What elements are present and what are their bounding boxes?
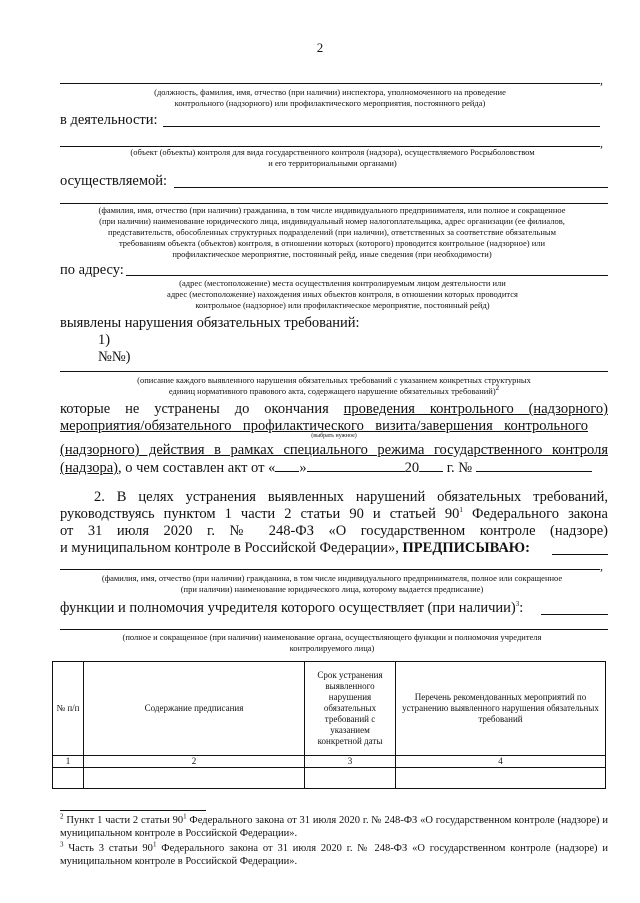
object-caption-2: и его территориальными органами) <box>268 158 397 168</box>
order-line-tail <box>552 554 608 555</box>
violations-caption-1: (описание каждого выявленного нарушения обязательных требований с указанием конкретных структурных <box>137 375 531 385</box>
address-label: по адресу: <box>60 262 124 278</box>
para2-line-1: 2. В целях устранения выявленных нарушений обязательных требований, <box>94 489 608 505</box>
col-header-content: Содержание предписания <box>84 662 305 756</box>
table-col-num-1: 1 <box>53 756 84 768</box>
table-number-row <box>53 756 606 768</box>
col-header-measures: Перечень рекомендованных мероприятий по устранению выявленного нарушения обязательных требований <box>396 662 606 756</box>
comma: , <box>600 136 603 150</box>
subject-caption-1: (фамилия, имя, отчество (при наличии) гражданина, в том числе индивидуального предпринимателя, или полное и сокращенное <box>98 205 566 215</box>
performed-label: осуществляемой: <box>60 173 168 189</box>
table-row <box>53 768 606 789</box>
table-cell-empty <box>53 768 84 789</box>
para2-line-3: от 31 июля 2020 г. № 248-ФЗ «О государственном контроле (надзоре) <box>60 523 608 539</box>
founder-caption-1: (полное и сокращенное (при наличии) наименование органа, осуществляющего функции и полномочия учредителя <box>122 632 542 642</box>
performed-line-2 <box>60 203 608 204</box>
inspector-caption-2: контрольного (надзорного) или профилактического мероприятия, постоянного рейда) <box>174 98 486 108</box>
address-caption-1: (адрес (местоположение) места осуществления контролируемым лицом деятельности или <box>179 278 506 288</box>
violations-line <box>60 371 608 372</box>
violations-heading: выявлены нарушения обязательных требований: <box>60 315 360 331</box>
table-col-num-3: 3 <box>305 756 396 768</box>
para2-line-2: руководствуясь пунктом 1 части 2 статьи 90 и статьей $90^1$ Федерального закона <box>60 506 608 522</box>
col-header-number: № п/п <box>53 662 84 756</box>
inspector-line <box>60 83 600 84</box>
addressee-caption-1: (фамилия, имя, отчество (при наличии) гражданина, в том числе индивидуального предпринимателя, полное или сокращенное <box>101 573 563 583</box>
founder-label: функции и полномочия учредителя которого осуществляет (при наличии)$^3$: <box>60 600 524 616</box>
inspector-caption-1: (должность, фамилия, имя, отчество (при наличии) инспектора, уполномоченного на проведение <box>154 87 506 97</box>
page-number: 2 <box>316 40 324 55</box>
activity-line <box>163 126 600 127</box>
founder-line <box>60 629 608 630</box>
table-col-num-2: 2 <box>84 756 305 768</box>
address-caption-2: адрес (местоположение) нахождения иных объектов контроля, в отношении которых проводится <box>167 289 518 299</box>
founder-caption-2: контролируемого лица) <box>289 643 375 653</box>
not-fixed-line-2: мероприятия/обязательного профилактического визита/завершения контрольного <box>60 418 588 434</box>
not-fixed-line-3: (надзорного) действия в рамках специального режима государственного контроля <box>60 442 608 458</box>
footnote-2: $^2$ Пункт 1 части 2 статьи $90^1$ Федерального закона от 31 июля 2020 г. № 248-ФЗ «О государственном контроле (надзоре) и муниципальном контроле в Российской Федерации». <box>60 812 608 839</box>
subject-caption-2: (при наличии) наименование юридического лица, индивидуальный номер налогоплательщика, адрес организации (ее филиалов, <box>99 216 565 226</box>
para2-line-4: и муниципальном контроле в Российской Федерации», ПРЕДПИСЫВАЮ: <box>60 540 530 556</box>
prescriptions-table <box>52 661 606 789</box>
violation-item-2: №№) <box>98 349 131 365</box>
address-line <box>126 275 608 276</box>
comma: , <box>600 559 603 573</box>
subject-caption-4: требованиям объекта (объектов) контроля, в отношении которых (которого) проводится контрольное (надзорное) или <box>118 238 546 248</box>
violation-item-1: 1) <box>98 332 111 348</box>
table-cell-empty <box>396 768 606 789</box>
table-header-row <box>53 662 606 756</box>
addressee-caption-2: (при наличии) наименование юридического лица, которому выдается предписание) <box>180 584 484 594</box>
object-caption-1: (объект (объекты) контроля для вида государственного контроля (надзора), осуществляемого Росрыболовством <box>130 147 535 157</box>
table-col-num-4: 4 <box>396 756 606 768</box>
not-fixed-line-1: которые не устранены до окончания проведения контрольного (надзорного) <box>60 401 609 417</box>
founder-line-tail <box>541 614 608 615</box>
addressee-line <box>60 569 600 570</box>
subject-caption-3: представительств, обособленных структурных подразделений (при наличии), ответственных за соответствие обязательным <box>108 227 556 237</box>
address-caption-3: контрольное (надзорное) или профилактическое мероприятие, постоянный рейд) <box>195 300 490 310</box>
col-header-deadline: Срок устранения выявленного нарушения обязательных требований с указанием конкретной даты <box>305 662 396 756</box>
table-cell-empty <box>84 768 305 789</box>
select-note: (выбрать нужное) <box>311 433 357 439</box>
comma: , <box>600 73 603 87</box>
table-cell-empty <box>305 768 396 789</box>
violations-caption-2: единиц нормативного правового акта, содержащего нарушение обязательных требований)$^2$ <box>168 384 500 396</box>
not-fixed-line-4: (надзора), о чем составлен акт от « » 20 г. № <box>60 459 608 477</box>
footnote-3: $^3$ Часть 3 статьи $90^1$ Федерального закона от 31 июля 2020 г. № 248-ФЗ «О государственном контроле (надзоре) и муниципальном контроле в Российской Федерации». <box>60 840 608 867</box>
footnote-separator <box>60 810 206 811</box>
performed-line <box>174 187 608 188</box>
subject-caption-5: профилактическое мероприятие, постоянный рейд, иные сведения (при необходимости) <box>172 249 492 259</box>
activity-label: в деятельности: <box>60 112 158 128</box>
